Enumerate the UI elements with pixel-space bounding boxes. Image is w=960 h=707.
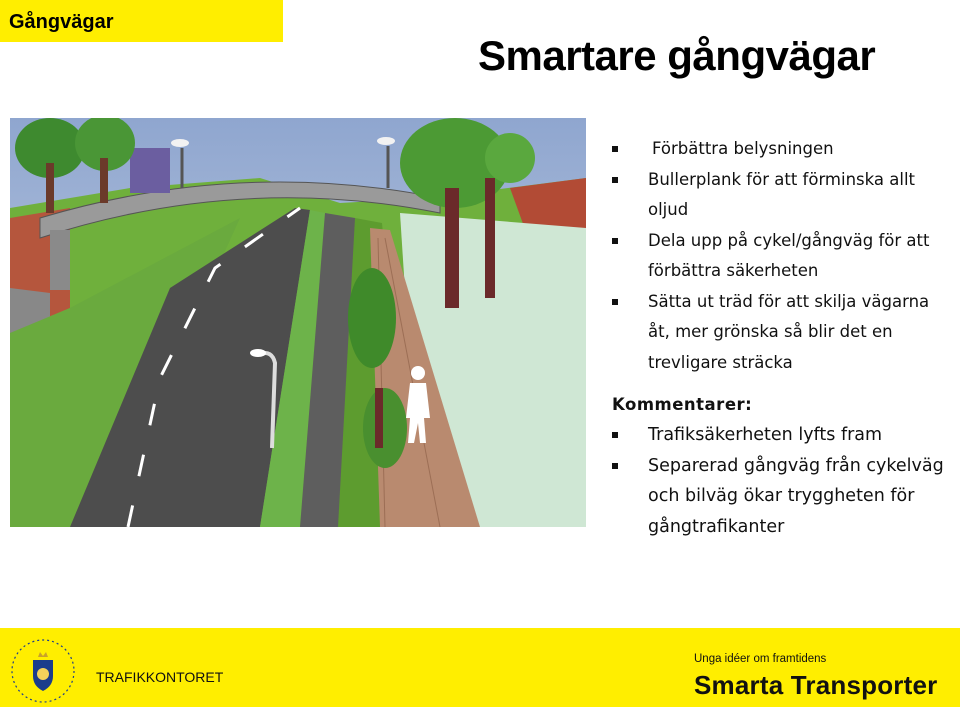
bridge-pillar	[50, 230, 70, 290]
comment-item: Separerad gångväg från cykelväg och bilväg ökar tryggheten för gångtrafikanter	[612, 451, 952, 543]
crown-icon	[38, 652, 48, 657]
walkway-illustration	[10, 118, 586, 527]
bullet-item: Dela upp på cykel/gångväg för att förbättra säkerheten	[612, 226, 952, 287]
lamp-head	[171, 139, 189, 147]
lamp-head	[377, 137, 395, 145]
footer-tagline: Unga idéer om framtidens	[694, 653, 827, 665]
footer-bar	[0, 628, 960, 707]
bullet-marker	[612, 463, 618, 469]
logo-head	[37, 668, 49, 680]
tree-trunk	[46, 163, 54, 213]
bullet-list	[612, 134, 952, 542]
bullet-item: Sätta ut träd för att skilja vägarna åt, mer grönska så blir det en trevligare sträcka	[612, 287, 952, 379]
comments-heading: Kommentarer:	[612, 395, 753, 414]
department-name: TRAFIKKONTORET	[96, 669, 224, 685]
stockholm-stad-logo	[7, 636, 79, 706]
bullet-marker	[612, 177, 618, 183]
lamp-head	[250, 349, 266, 357]
tree	[485, 133, 535, 183]
bush	[348, 268, 396, 368]
tree-trunk	[485, 178, 495, 298]
bullet-marker	[612, 146, 618, 152]
bullet-marker	[612, 299, 618, 305]
pedestrian-figure	[411, 366, 425, 380]
bush	[363, 388, 407, 468]
footer-brand: Smarta Transporter	[694, 670, 938, 700]
tree-trunk	[375, 388, 383, 448]
section-tag	[0, 0, 283, 42]
bullet-marker	[612, 432, 618, 438]
bullet-item: Förbättra belysningen	[612, 134, 952, 165]
bullet-marker	[612, 238, 618, 244]
tree-trunk	[445, 188, 459, 308]
tree-trunk	[100, 158, 108, 203]
building	[130, 148, 170, 193]
section-tag-label: Gångvägar	[9, 11, 114, 33]
bullet-item: Bullerplank för att förminska allt oljud	[612, 165, 952, 226]
slide-title: Smartare gångvägar	[478, 32, 876, 79]
comment-item: Trafiksäkerheten lyfts fram	[612, 420, 952, 451]
